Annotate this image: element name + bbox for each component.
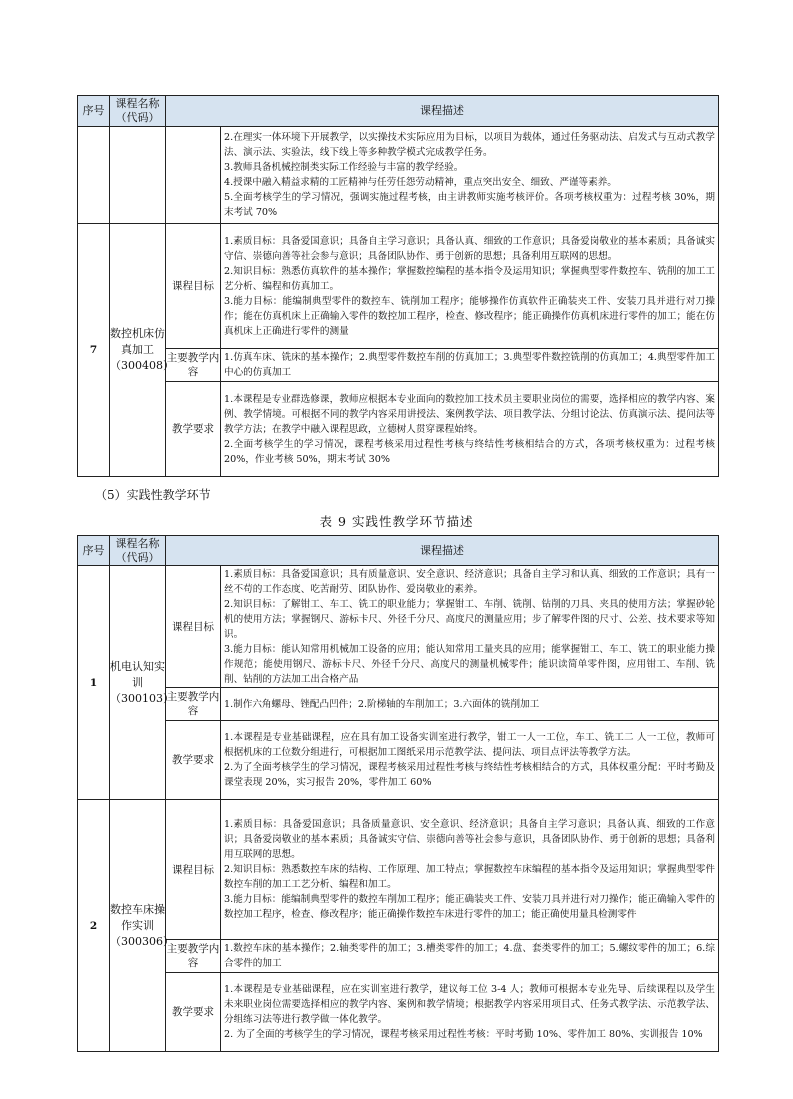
course-name: 数控车床操作实训（300306） — [110, 800, 166, 1052]
course-content: 1.制作六角螺母、锉配凸凹件；2.阶梯轴的车削加工；3.六面体的铣削加工 — [221, 688, 719, 721]
course-requirement: 1.本课程是专业群选修课，教师应根据本专业面向的数控加工技术员主要职业岗位的需要，选择相应的教学内容、案例、教学情境。可根据不同的教学内容采用讲授法、案例教学法、项目教学法、分组讨论法、仿真演示法、提问法等教学方法；在教学中融入课程思政，立德树人贯穿课程始终。 2.全面考核学生的学习情况，课程考核采用过程性考核与终结性考核相结合的方式，各项考核权重为：过程考核 20%，作业考核 50%，期末考试 30% — [221, 382, 719, 477]
course-requirement: 1.本课程是专业基础课程，应在具有加工设备实训室进行教学，钳工一人一工位，车工、铣工二 人一工位，教师可根据机床的工位数分组进行，可根据加工图纸采用示范教学法、提问法、项目点评法等教学方法。 2.为了全面考核学生的学习情况，课程考核采用过程性考核与终结性考核相结合的方式，具体权重分配：平时考勤及课堂表现 20%，实习报告 20%，零件加工 60% — [221, 721, 719, 800]
row-number: 1 — [78, 566, 110, 800]
header-name: 课程名称（代码） — [110, 96, 166, 127]
label-goal: 课程目标 — [166, 566, 221, 688]
header-name: 课程名称（代码） — [110, 536, 166, 566]
row-number: 7 — [78, 224, 110, 477]
table-caption: 表 9 实践性教学环节描述 — [319, 514, 474, 529]
course-goal: 1.素质目标：具备爱国意识；具备自主学习意识；具备认真、细致的工作意识；具备爱岗敬业的基本素质；具备诚实守信、崇德向善等社会参与意识；具备团队协作、勇于创新的思想；具备利用互联网的思想。 2.知识目标：熟悉仿真软件的基本操作；掌握数控编程的基本指令及运用知识；掌握典型零件数控车、铣削的加工工艺分析、编程和仿真加工。 3.能力目标：能编制典型零件的数控车、铣削加工程序；能够操作仿真软件正确装夹工件、安装刀具并进行对刀操作；能在仿真机床上正确输入零件的数控加工程序，检查、修改程序；能正确操作仿真机床进行零件的加工；能在仿真机床上正确进行零件的测量 — [221, 224, 719, 349]
header-seq: 序号 — [78, 96, 110, 127]
course-content: 1.仿真车床、铣床的基本操作；2.典型零件数控车削的仿真加工；3.典型零件数控铣削的仿真加工；4.典型零件加工中心的仿真加工 — [221, 349, 719, 382]
course-name: 数控机床仿真加工（300408） — [110, 224, 166, 477]
continued-description: 2.在理实一体环境下开展教学，以实操技术实际应用为目标，以项目为载体，通过任务驱动法、启发式与互动式教学法、演示法、实验法，线下线上等多种教学模式完成教学任务。 3.教师具备机械控制类实际工作经验与丰富的教学经验。 4.授课中融入精益求精的工匠精神与任劳任怨劳动精神，重点突出安全、细致、严谨等素养。 5.全面考核学生的学习情况，强调实施过程考核，由主讲教师实施考核评价。各项考核权重为：过程考核 30%，期末考试 70% — [221, 127, 719, 224]
course-name: 机电认知实训（300103） — [110, 566, 166, 800]
label-content: 主要教学内容 — [166, 688, 221, 721]
practical-teaching-table — [77, 535, 719, 1052]
label-requirement: 教学要求 — [166, 721, 221, 800]
label-goal: 课程目标 — [166, 800, 221, 940]
label-goal: 课程目标 — [166, 224, 221, 349]
course-table-continued — [77, 95, 719, 477]
header-seq: 序号 — [78, 536, 110, 566]
course-goal: 1.素质目标：具备爱国意识；具备质量意识、安全意识、经济意识；具备自主学习意识；具备认真、细致的工作意识；具备爱岗敬业的基本素质；具备诚实守信、崇德向善等社会参与意识，具备团队协作、勇于创新的思想；具备利用互联网的思想。 2.知识目标：熟悉数控车床的结构、工作原理、加工特点；掌握数控车床编程的基本指令及运用知识；掌握典型零件数控车削的加工工艺分析、编程和加工。 3.能力目标：能编制典型零件的数控车削加工程序；能正确装夹工件、安装刀具并进行对刀操作；能正确输入零件的数控加工程序，检查、修改程序；能正确操作数控车床进行零件的加工；能正确使用量具检测零件 — [221, 800, 719, 940]
label-requirement: 教学要求 — [166, 973, 221, 1052]
course-goal: 1.素质目标：具备爱国意识；具有质量意识、安全意识、经济意识；具备自主学习和认真、细致的工作意识；具有一丝不苟的工作态度、吃苦耐劳、团队协作、爱岗敬业的素养。 2.知识目标：了解钳工、车工、铣工的职业能力；掌握钳工、车削、铣削、钻削的刀具、夹具的使用方法；掌握砂轮机的使用方法；掌握钢尺、游标卡尺、外径千分尺、高度尺的测量应用；步了解零件图的尺寸、公差、技术要求等知识。 3.能力目标：能认知常用机械加工设备的应用；能认知常用工量夹具的应用；能掌握钳工、车工、铣工的职业能力操作规范；能使用钢尺、游标卡尺、外径千分尺、高度尺的测量机械零件；能识读简单零件图，应用钳工、车削、铣削、钻削的方法加工出合格产品 — [221, 566, 719, 688]
label-content: 主要教学内容 — [166, 940, 221, 973]
section-subheading: （5）实践性教学环节 — [95, 488, 211, 502]
header-desc: 课程描述 — [166, 536, 719, 566]
row-number: 2 — [78, 800, 110, 1052]
course-requirement: 1.本课程是专业基础课程，应在实训室进行教学，建议每工位 3-4 人；教师可根据本专业先导、后续课程以及学生未来职业岗位需要选择相应的教学内容、案例和教学情境；根据教学内容采用项目式、任务式教学法、示范教学法、分组练习法等进行教学做一体化教学。 2. 为了全面的考核学生的学习情况，课程考核采用过程性考核：平时考勤 10%、零件加工 80%、实训报告 10% — [221, 973, 719, 1052]
header-desc: 课程描述 — [166, 96, 719, 127]
label-content: 主要教学内容 — [166, 349, 221, 382]
label-requirement: 教学要求 — [166, 382, 221, 477]
course-content: 1.数控车床的基本操作；2.轴类零件的加工；3.槽类零件的加工；4.盘、套类零件的加工；5.螺纹零件的加工；6.综合零件的加工 — [221, 940, 719, 973]
